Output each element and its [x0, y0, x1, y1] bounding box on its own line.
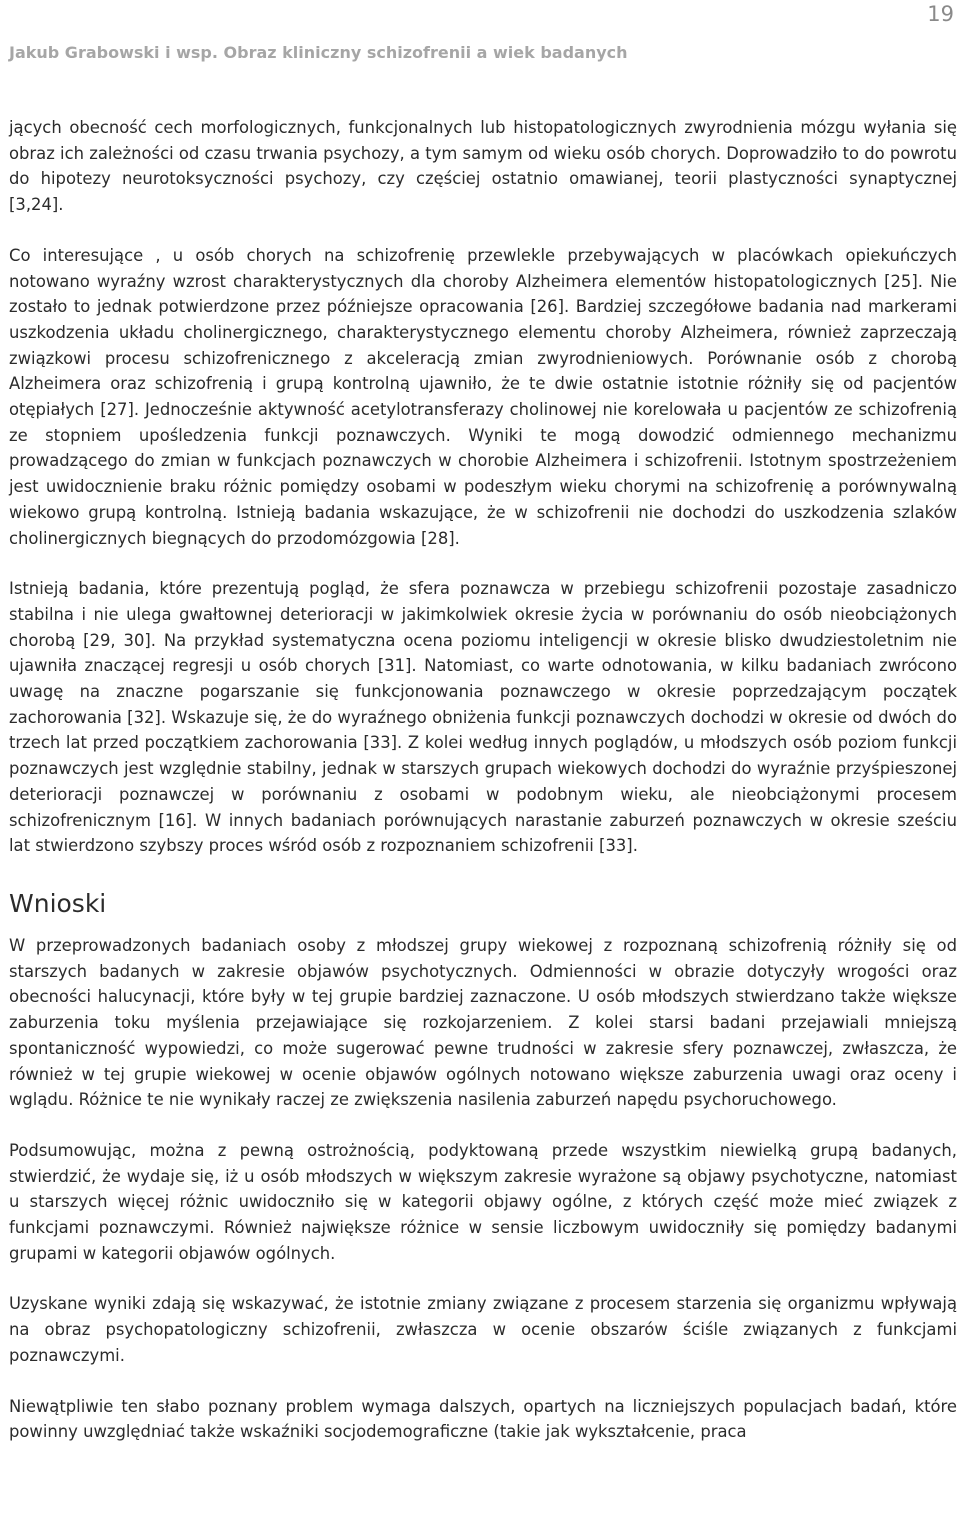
section-heading-wnioski: Wnioski	[9, 888, 107, 918]
paragraph-3: Istnieją badania, które prezentują pogląd, że sfera poznawcza w przebiegu schizofrenii pozostaje zasadniczo stabilna i nie ulega gwałtownej deterioracji w jakimkolwiek okresie życia w porównaniu do osób nieobciążonych chorobą [29, 30]. Na przykład systematyczna ocena poziomu inteligencji w okresie blisko dwudziestoletnim nie ujawniła znaczącej regresji u osób chorych [31]. Natomiast, co warte odnotowania, w kilku badaniach zwrócono uwagę na znaczne pogarszanie się funkcjonowania poznawczego w okresie poprzedzającym początek zachorowania [32]. Wskazuje się, że do wyraźnego obniżenia funkcji poznawczych dochodzi w okresie od dwóch do trzech lat przed początkiem zachorowania [33]. Z kolei według innych poglądów, u młodszych osób poziom funkcji poznawczych jest względnie stabilny, jednak w starszych grupach wiekowych dochodzi do wyraźnie przyśpieszonej deterioracji poznawczej w porównaniu z osobami w podobnym wieku, ale nieobciążonymi procesem schizofrenicznym [16]. W innych badaniach porównujących narastanie zaburzeń poznawczych w okresie sześciu lat stwierdzono szybszy proces wśród osób z rozpoznaniem schizofrenii [33].	[9, 579, 957, 856]
article-body	[9, 115, 957, 1445]
running-header: Jakub Grabowski i wsp. Obraz kliniczny schizofrenii a wiek badanych	[9, 43, 628, 62]
page-number: 19	[927, 2, 954, 26]
paragraph-2: Co interesujące , u osób chorych na schizofrenię przewlekle przebywających w placówkach opiekuńczych notowano wyraźny wzrost charakterystycznych dla choroby Alzheimera elementów histopatologicznych [25]. Nie zostało to jednak potwierdzone przez późniejsze opracowania [26]. Bardziej szczegółowe badania nad markerami uszkodzenia układu cholinergicznego, charakterystycznego elementu choroby Alzheimera, również zaprzeczają związkowi procesu schizofrenicznego z akceleracją zmian zwyrodnieniowych. Porównanie osób z chorobą Alzheimera oraz schizofrenią i grupą kontrolną ujawniło, że te dwie ostatnie istotnie różniły się od pacjentów otępiałych [27]. Jednocześnie aktywność acetylotransferazy cholinowej nie korelowała u pacjentów ze schizofrenią ze stopniem upośledzenia funkcji poznawczych. Wyniki te mogą dowodzić odmiennego mechanizmu prowadzącego do zmian w funkcjach poznawczych w chorobie Alzheimera i schizofrenii. Istotnym spostrzeżeniem jest uwidocznienie braku różnic pomiędzy osobami w podeszłym wieku chorymi na schizofrenię a porównywalną wiekowo grupą kontrolną. Istnieją badania wskazujące, że w schizofrenii nie dochodzi do uszkodzenia szlaków cholinergicznych biegnących do przodomózgowia [28].	[9, 245, 957, 548]
paragraph-1: jących obecność cech morfologicznych, funkcjonalnych lub histopatologicznych zwyrodnienia mózgu wyłania się obraz ich zależności od czasu trwania psychozy, a tym samym od wieku osób chorych. Doprowadziło to do powrotu do hipotezy neurotoksyczności psychozy, czy częściej ostatnio omawianej, teorii plastyczności synaptycznej [3,24].	[9, 118, 957, 215]
paragraph-7: Niewątpliwie ten słabo poznany problem wymaga dalszych, opartych na liczniejszych populacjach badań, które powinny uwzględniać także wskaźniki socjodemograficzne (takie jak wykształcenie, praca	[9, 1396, 957, 1442]
paragraph-6: Uzyskane wyniki zdają się wskazywać, że istotnie zmiany związane z procesem starzenia się organizmu wpływają na obraz psychopatologiczny schizofrenii, zwłaszcza w ocenie obszarów ściśle związanych z funkcjami poznawczymi.	[9, 1294, 957, 1365]
paragraph-4: W przeprowadzonych badaniach osoby z młodszej grupy wiekowej z rozpoznaną schizofrenią różniły się od starszych badanych w zakresie objawów psychotycznych. Odmienności w obrazie dotyczyły wrogości oraz obecności halucynacji, które były w tej grupie bardziej zaznaczone. U osób młodszych stwierdzano także większe zaburzenia toku myślenia przejawiające się rozkojarzeniem. Z kolei starsi badani przejawiali mniejszą spontaniczność wypowiedzi, co może sugerować pewne trudności w zakresie sfery poznawczej, zwłaszcza, że również w tej grupie wiekowej w ocenie objawów ogólnych notowano większe zaburzenia uwagi oraz oceny i wglądu. Różnice te nie wynikały raczej ze zwiększenia nasilenia zaburzeń napędu psychoruchowego.	[9, 935, 957, 1110]
paragraph-5: Podsumowując, można z pewną ostrożnością, podyktowaną przede wszystkim niewielką grupą badanych, stwierdzić, że wydaje się, iż u osób młodszych w większym zakresie wyrażone są objawy psychotyczne, natomiast u starszych więcej różnic uwidoczniło się w kategorii objawy ogólne, z których część może mieć związek z funkcjami poznawczymi. Również największe różnice w sensie liczbowym uwidoczniły się pomiędzy badanymi grupami w kategorii objawów ogólnych.	[9, 1140, 957, 1263]
